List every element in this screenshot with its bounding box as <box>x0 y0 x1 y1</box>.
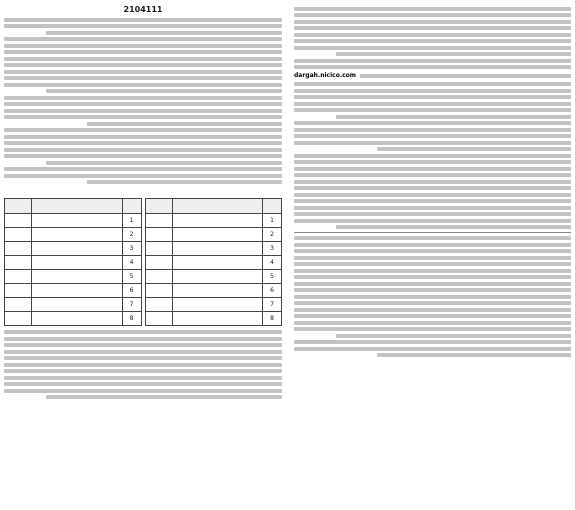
equipment-name <box>32 311 123 325</box>
table-row <box>145 269 282 283</box>
documents-paragraph <box>294 121 571 151</box>
equipment-name <box>172 297 263 311</box>
notice-title <box>4 4 282 15</box>
scope-paragraph <box>4 37 282 126</box>
equipment-name <box>172 255 263 269</box>
portal-link[interactable]: dargah.nicico.com <box>294 72 357 79</box>
row-number: 1 <box>263 213 282 227</box>
subject-paragraph <box>4 18 282 35</box>
table-row <box>145 255 282 269</box>
row-number: 1 <box>122 213 141 227</box>
contact-paragraph <box>294 236 571 338</box>
equipment-name <box>32 241 123 255</box>
equipment-name <box>32 297 123 311</box>
intro-paragraph <box>294 7 571 57</box>
equipment-name <box>32 269 123 283</box>
equipment-name <box>172 227 263 241</box>
row-number: 6 <box>122 283 141 297</box>
equipment-name <box>32 227 123 241</box>
row-number: 5 <box>122 269 141 283</box>
table-row <box>5 227 142 241</box>
equipment-table-title <box>4 187 282 195</box>
table-row <box>145 297 282 311</box>
equipment-qty <box>145 297 172 311</box>
equipment-qty <box>145 269 172 283</box>
equipment-table-right <box>145 198 283 326</box>
fat-paragraph <box>4 167 282 184</box>
table-row <box>5 241 142 255</box>
row-number: 2 <box>263 227 282 241</box>
row-number: 8 <box>263 311 282 325</box>
col-header-name <box>32 198 123 213</box>
row-number: 3 <box>122 241 141 255</box>
equipment-qty <box>5 297 32 311</box>
equipment-qty <box>145 241 172 255</box>
registration-paragraph <box>294 59 571 119</box>
equipment-qty <box>145 213 172 227</box>
equipment-qty <box>5 227 32 241</box>
equipment-qty <box>145 283 172 297</box>
equipment-qty <box>5 311 32 325</box>
col-header-row <box>263 198 282 213</box>
duration-paragraph <box>4 128 282 165</box>
col-header-qty <box>5 198 32 213</box>
row-number: 2 <box>122 227 141 241</box>
equipment-qty <box>5 283 32 297</box>
equipment-table-left <box>4 198 142 326</box>
col-header-qty <box>145 198 172 213</box>
table-row <box>145 227 282 241</box>
equipment-qty <box>145 227 172 241</box>
row-number: 7 <box>263 297 282 311</box>
row-number: 3 <box>263 241 282 255</box>
row-number: 7 <box>122 297 141 311</box>
equipment-name <box>172 241 263 255</box>
equipment-qty <box>5 269 32 283</box>
row-number: 4 <box>263 255 282 269</box>
table-row <box>145 311 282 325</box>
equipment-name <box>172 269 263 283</box>
row-number: 8 <box>122 311 141 325</box>
equipment-name <box>32 255 123 269</box>
row-number: 5 <box>263 269 282 283</box>
table-row <box>145 283 282 297</box>
table-row <box>5 297 142 311</box>
equipment-name <box>32 213 123 227</box>
equipment-qty <box>145 255 172 269</box>
equipment-name <box>32 283 123 297</box>
equipment-qty <box>145 311 172 325</box>
equipment-qty <box>5 255 32 269</box>
conditions-paragraph <box>4 330 282 399</box>
row-number: 4 <box>122 255 141 269</box>
equipment-name <box>172 283 263 297</box>
row-number: 6 <box>263 283 282 297</box>
excel-paragraph <box>294 154 571 230</box>
equipment-qty <box>5 241 32 255</box>
table-row <box>5 311 142 325</box>
table-row <box>145 241 282 255</box>
equipment-qty <box>5 213 32 227</box>
table-row <box>5 213 142 227</box>
equipment-name <box>172 213 263 227</box>
table-row <box>5 283 142 297</box>
table-row <box>145 213 282 227</box>
section-divider <box>294 232 571 233</box>
col-header-row <box>122 198 141 213</box>
table-row <box>5 255 142 269</box>
footer-paragraph <box>294 340 571 357</box>
notice-left-column <box>288 0 576 510</box>
col-header-name <box>172 198 263 213</box>
equipment-name <box>172 311 263 325</box>
table-row <box>5 269 142 283</box>
notice-number: 2104111 <box>123 5 163 14</box>
